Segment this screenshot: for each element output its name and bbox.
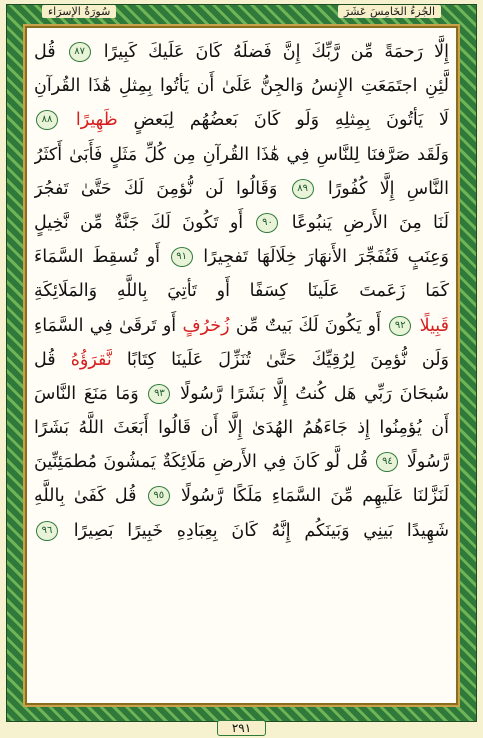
verse-text: وَلَقَد صَرَّفنَا لِلنَّاسِ فِي هَٰذَا القُرآنِ مِن كُلِّ مَثَلٍ فَأَبَىٰ أَكثَرُ (34, 144, 449, 165)
ayah-number-marker: ٩٦ (36, 521, 58, 541)
text-line (34, 172, 449, 206)
verse-text: إِلَّا رَحمَةً مِّن رَّبِّكَ إِنَّ فَضلَهُ كَانَ عَلَيكَ كَبِيرًا (103, 42, 449, 62)
text-line (34, 206, 449, 240)
verse-text: رَّسُولًا (406, 452, 449, 473)
text-line (34, 445, 449, 479)
ayah-number-marker: ٨٧ (69, 42, 91, 62)
highlighted-word: نَّقرَؤُهُ (70, 349, 112, 370)
verse-text: كَمَا زَعَمتَ عَلَينَا كِسَفًا أَو تَأتِيَ بِاللَّهِ وَالمَلَائِكَةِ (34, 281, 449, 302)
text-line (34, 69, 449, 103)
highlighted-word: قَبِيلًا (419, 315, 449, 336)
page-number: ٢٩١ (217, 720, 266, 736)
verse-text: أَن يُؤمِنُوا إِذ جَاءَهُمُ الهُدَىٰ إِلَّا أَن قَالُوا أَبَعَثَ اللَّهُ بَشَرًا (34, 418, 449, 439)
text-line (34, 411, 449, 445)
verse-text: أَو تَرقَىٰ فِي السَّمَاءِ (34, 315, 177, 336)
verse-text: أَو تُسقِطَ السَّمَاءَ (34, 247, 161, 268)
text-line (34, 138, 449, 172)
ayah-number-marker: ٩١ (171, 247, 193, 267)
ayah-number-marker: ٩٣ (148, 384, 170, 404)
text-line (34, 240, 449, 274)
text-line (34, 309, 449, 343)
ayah-number-marker: ٨٩ (292, 179, 314, 199)
verse-text: سُبحَانَ رَبِّي هَل كُنتُ إِلَّا بَشَرًا رَّسُولًا (180, 383, 449, 404)
text-line (34, 479, 449, 513)
ayah-number-marker: ٩٠ (256, 213, 278, 233)
verse-text: وَعِنَبٍ فَتُفَجِّرَ الأَنهَارَ خِلَالَهَا تَفجِيرًا (203, 247, 449, 268)
quran-text (34, 35, 449, 692)
text-line (34, 377, 449, 411)
verse-text: النَّاسِ إِلَّا كُفُورًا (327, 178, 449, 199)
verse-text: وَمَا مَنَعَ النَّاسَ (34, 383, 139, 404)
ayah-number-marker: ٩٥ (148, 486, 170, 506)
ayah-number-marker: ٨٨ (36, 110, 58, 130)
page-header (12, 4, 471, 18)
verse-text: لَنَزَّلنَا عَلَيهِم مِّنَ السَّمَاءِ مَلَكًا رَّسُولًا (180, 486, 449, 507)
text-line (34, 103, 449, 137)
verse-text: لَنَا مِنَ الأَرضِ يَنبُوعًا (291, 212, 449, 233)
text-line (34, 274, 449, 308)
text-line (34, 35, 449, 69)
verse-text: شَهِيدًا بَينِي وَبَينَكُم إِنَّهُ كَانَ بِعِبَادِهِ خَبِيرًا بَصِيرًا (73, 520, 449, 541)
verse-text: قُل (34, 42, 56, 62)
verse-text: قُل كَفَىٰ بِاللَّهِ (34, 486, 137, 507)
verse-text: وَلَن نُّؤمِنَ لِرُقِيِّكَ حَتَّىٰ تُنَزِّلَ عَلَينَا كِتَابًا (126, 349, 449, 370)
page-footer (0, 718, 483, 738)
verse-text: أَو يَكُونَ لَكَ بَيتٌ مِّن (235, 315, 381, 336)
verse-text: لَا يَأتُونَ بِمِثلِهِ وَلَو كَانَ بَعضُهُم لِبَعضٍ (133, 110, 449, 131)
verse-text: قُل لَّو كَانَ فِي الأَرضِ مَلَائِكَةٌ يَمشُونَ مُطمَئِنِّينَ (34, 452, 369, 473)
verse-text: أَو تَكُونَ لَكَ جَنَّةٌ مِّن نَّخِيلٍ (34, 212, 244, 233)
ayah-number-marker: ٩٢ (389, 316, 411, 336)
ayah-number-marker: ٩٤ (376, 452, 398, 472)
verse-text: قُل (34, 349, 56, 370)
juz-name: الجُزءُ الخَامِسَ عَشَرَ (338, 5, 441, 18)
highlighted-word: ظَهِيرًا (75, 110, 118, 131)
text-line (34, 343, 449, 377)
verse-text: وَقَالُوا لَن نُّؤمِنَ لَكَ حَتَّىٰ تَفجُرَ (34, 178, 278, 199)
text-line (34, 514, 449, 548)
highlighted-word: زُخرُفٍ (182, 315, 230, 336)
verse-text: لَّئِنِ اجتَمَعَتِ الإِنسُ وَالجِنُّ عَلَىٰ أَن يَأتُوا بِمِثلِ هَٰذَا القُرآنِ (34, 76, 449, 97)
surah-name: سُورَةُ الإِسرَاء (42, 5, 116, 18)
